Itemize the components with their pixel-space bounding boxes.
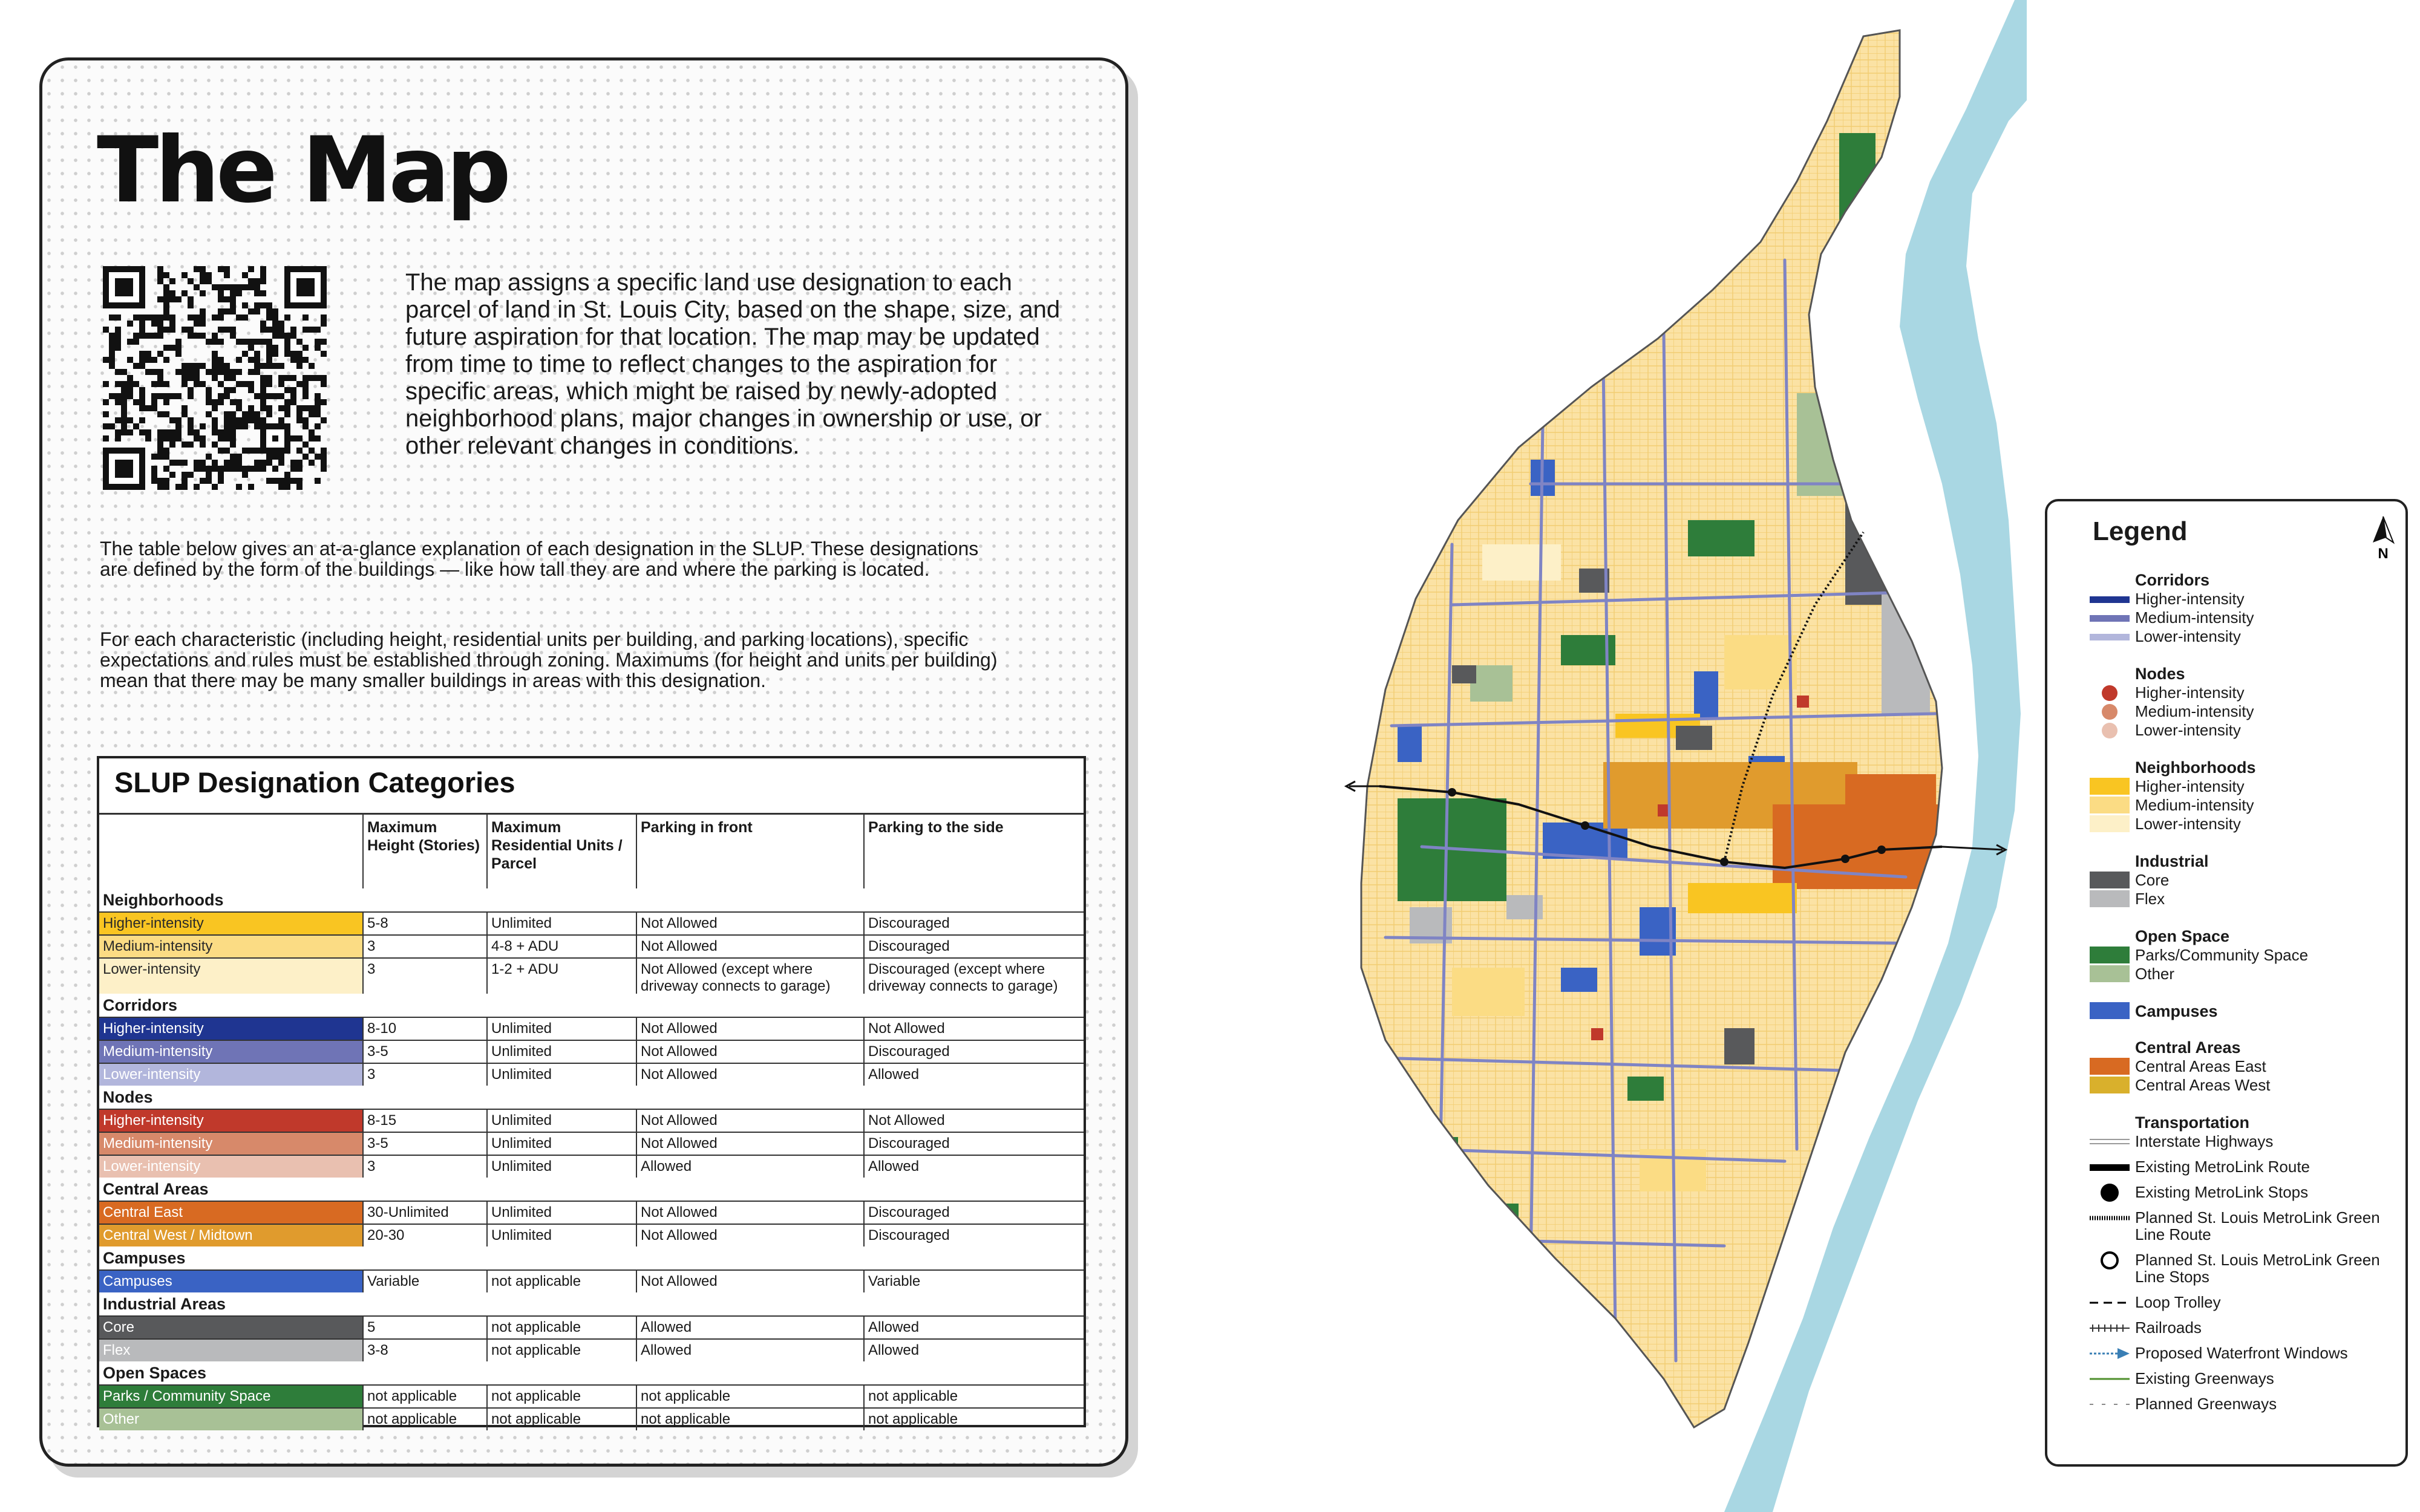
max-height-cell: 3-5: [362, 1133, 486, 1155]
legend-item-label: Railroads: [2135, 1318, 2202, 1337]
legend-swatch-box: [2090, 797, 2130, 815]
max-units-cell: Unlimited: [486, 913, 636, 934]
max-height-cell: 5: [362, 1317, 486, 1338]
legend-group-central-areas: Central Areas: [2135, 1038, 2241, 1057]
header-parking-side: Parking to the side: [863, 813, 1084, 888]
parking-side-cell: Discouraged: [863, 1041, 1084, 1063]
parking-side-cell: Not Allowed: [863, 1018, 1084, 1040]
legend-group-industrial: Industrial: [2135, 852, 2209, 870]
parking-front-cell: Not Allowed: [636, 1064, 863, 1086]
designation-swatch-label: Higher-intensity: [99, 1110, 362, 1132]
table-row: [99, 1132, 1084, 1155]
legend-item-label: Core: [2135, 871, 2170, 889]
parking-side-cell: Discouraged: [863, 913, 1084, 934]
max-height-cell: 5-8: [362, 913, 486, 934]
designation-swatch-label: Other: [99, 1409, 362, 1430]
legend-swatch-thinline: [2090, 1370, 2130, 1388]
legend-item-label: Flex: [2135, 890, 2165, 908]
table-section-corridors: Corridors: [103, 996, 178, 1014]
table-row: [99, 1201, 1084, 1224]
legend-item-label: Existing MetroLink Route: [2135, 1158, 2310, 1176]
legend-group-open-space: Open Space: [2135, 927, 2230, 945]
intro-paragraph: The map assigns a specific land use designation to each parcel of land in St. Louis City, based on the shape, size, and future aspiration for that location. The map may be updated from time to time to reflect changes to the aspiration for specific areas, which might be raised by newly-adopted neighborhood plans, major changes in ownership or use, or other relevant changes in conditions.: [405, 269, 1061, 459]
designation-swatch-label: Lower-intensity: [99, 1156, 362, 1178]
info-panel: [39, 57, 1128, 1467]
legend-item-label: Medium-intensity: [2135, 796, 2254, 814]
max-height-cell: Variable: [362, 1271, 486, 1292]
page-title: The Map: [97, 118, 508, 223]
legend-item-label: Planned Greenways: [2135, 1395, 2277, 1413]
legend-swatch-box: [2090, 965, 2130, 983]
parking-front-cell: Allowed: [636, 1340, 863, 1361]
legend-item-label: Central Areas East: [2135, 1057, 2266, 1075]
table-row: [99, 1338, 1084, 1361]
parking-front-cell: Not Allowed: [636, 1225, 863, 1246]
table-row: [99, 1384, 1084, 1407]
table-row: [99, 1407, 1084, 1430]
max-height-cell: 8-10: [362, 1018, 486, 1040]
legend-swatch-line: [2090, 628, 2130, 646]
table-title: SLUP Designation Categories: [114, 766, 515, 798]
legend-group-corridors: Corridors: [2135, 571, 2210, 589]
parking-side-cell: Discouraged: [863, 936, 1084, 957]
table-row: [99, 934, 1084, 957]
designation-swatch-label: Medium-intensity: [99, 936, 362, 957]
table-row: [99, 1109, 1084, 1132]
legend-swatch-thindash: [2090, 1395, 2130, 1413]
designation-swatch-label: Central East: [99, 1202, 362, 1224]
legend-swatch-box: [2090, 890, 2130, 908]
parking-side-cell: Discouraged: [863, 1202, 1084, 1224]
north-label: N: [2378, 546, 2389, 562]
legend-swatch-box: [2090, 947, 2130, 965]
parking-front-cell: Not Allowed: [636, 1110, 863, 1132]
legend-item-label: Loop Trolley: [2135, 1293, 2221, 1311]
legend-swatch-rail: [2090, 1319, 2130, 1337]
table-row: [99, 1224, 1084, 1246]
max-units-cell: Unlimited: [486, 1156, 636, 1178]
parking-front-cell: Allowed: [636, 1156, 863, 1178]
parking-side-cell: Allowed: [863, 1340, 1084, 1361]
table-row: [99, 1040, 1084, 1063]
parking-side-cell: Allowed: [863, 1064, 1084, 1086]
parking-front-cell: Not Allowed: [636, 936, 863, 957]
legend-item-label: Medium-intensity: [2135, 608, 2254, 627]
parking-front-cell: Not Allowed: [636, 913, 863, 934]
legend-title: Legend: [2093, 516, 2188, 546]
max-height-cell: 3: [362, 1064, 486, 1086]
designation-swatch-label: Campuses: [99, 1271, 362, 1292]
table-description: The table below gives an at-a-glance explanation of each designation in the SLUP. These designations are defined by the form of the buildings — like how tall they are and where the parking is located.: [100, 538, 979, 580]
legend-item-label: Proposed Waterfront Windows: [2135, 1344, 2348, 1362]
legend-swatch-box: [2090, 815, 2130, 833]
legend-item-label: Central Areas West: [2135, 1076, 2271, 1094]
north-arrow-icon: [2368, 513, 2398, 562]
legend-item-label: Higher-intensity: [2135, 683, 2245, 702]
max-units-cell: Unlimited: [486, 1110, 636, 1132]
legend-item-label: Parks/Community Space: [2135, 946, 2309, 964]
legend-item-label: Existing MetroLink Stops: [2135, 1183, 2309, 1201]
max-units-cell: Unlimited: [486, 1133, 636, 1155]
parking-side-cell: Not Allowed: [863, 1110, 1084, 1132]
max-height-cell: 3-5: [362, 1041, 486, 1063]
parking-side-cell: Allowed: [863, 1156, 1084, 1178]
table-row: [99, 957, 1084, 994]
legend-item-label: Lower-intensity: [2135, 721, 2241, 739]
table-section-neighborhoods: Neighborhoods: [103, 891, 224, 909]
legend-group-neighborhoods: Neighborhoods: [2135, 758, 2256, 777]
legend-swatch-line: [2090, 609, 2130, 627]
legend-item-label: Interstate Highways: [2135, 1132, 2274, 1150]
parking-front-cell: Not Allowed: [636, 1202, 863, 1224]
parking-front-cell: Not Allowed: [636, 1041, 863, 1063]
legend-group-nodes: Nodes: [2135, 665, 2185, 683]
qr-code[interactable]: [103, 266, 327, 490]
table-row: [99, 1315, 1084, 1338]
table-section-central-areas: Central Areas: [103, 1180, 209, 1198]
max-height-cell: 3-8: [362, 1340, 486, 1361]
legend-swatch-box: [2090, 1002, 2130, 1020]
legend-item-label: Other: [2135, 965, 2175, 983]
max-height-cell: 20-30: [362, 1225, 486, 1246]
table-section-open-spaces: Open Spaces: [103, 1364, 207, 1382]
header-empty: [99, 813, 362, 888]
max-units-cell: not applicable: [486, 1317, 636, 1338]
designation-swatch-label: Higher-intensity: [99, 913, 362, 934]
parking-front-cell: not applicable: [636, 1409, 863, 1430]
legend-item-label: Lower-intensity: [2135, 815, 2241, 833]
header-max-units: Maximum Residential Units / Parcel: [486, 813, 636, 888]
header-parking-front: Parking in front: [636, 813, 863, 888]
header-max-height: Maximum Height (Stories): [362, 813, 486, 888]
max-units-cell: not applicable: [486, 1271, 636, 1292]
table-row: [99, 1269, 1084, 1292]
legend-swatch-bigdot: [2090, 1184, 2130, 1202]
designation-swatch-label: Lower-intensity: [99, 1064, 362, 1086]
legend-item-label: Existing Greenways: [2135, 1369, 2274, 1387]
zoning-description: For each characteristic (including height, residential units per building, and parking locations), specific expectations and rules must be established through zoning. Maximums (for height and units per building) mean that there may be many smaller buildings in areas with this designation.: [100, 628, 998, 691]
max-height-cell: 3: [362, 959, 486, 994]
max-units-cell: Unlimited: [486, 1018, 636, 1040]
max-units-cell: Unlimited: [486, 1225, 636, 1246]
max-height-cell: 30-Unlimited: [362, 1202, 486, 1224]
slup-designation-table: [97, 756, 1086, 1427]
parking-front-cell: not applicable: [636, 1386, 863, 1407]
designation-swatch-label: Lower-intensity: [99, 959, 362, 994]
parking-front-cell: Not Allowed: [636, 1133, 863, 1155]
table-row: [99, 1063, 1084, 1086]
max-units-cell: Unlimited: [486, 1202, 636, 1224]
legend-item-label: Planned St. Louis MetroLink Green Line Stops: [2135, 1251, 2380, 1286]
max-units-cell: not applicable: [486, 1386, 636, 1407]
parking-side-cell: Discouraged: [863, 1225, 1084, 1246]
legend-swatch-dotted: [2090, 1209, 2130, 1227]
designation-swatch-label: Central West / Midtown: [99, 1225, 362, 1246]
max-units-cell: Unlimited: [486, 1064, 636, 1086]
legend-swatch-box: [2090, 778, 2130, 796]
land-use-map[interactable]: [1301, 0, 2027, 1512]
parking-front-cell: Not Allowed (except where driveway connects to garage): [636, 959, 863, 994]
max-units-cell: 4-8 + ADU: [486, 936, 636, 957]
table-section-industrial-areas: Industrial Areas: [103, 1295, 226, 1313]
legend-group-transportation: Transportation: [2135, 1113, 2250, 1132]
parking-side-cell: Variable: [863, 1271, 1084, 1292]
designation-swatch-label: Medium-intensity: [99, 1041, 362, 1063]
max-units-cell: not applicable: [486, 1340, 636, 1361]
parking-front-cell: Not Allowed: [636, 1271, 863, 1292]
max-height-cell: not applicable: [362, 1409, 486, 1430]
legend-swatch-box: [2090, 1058, 2130, 1076]
table-section-nodes: Nodes: [103, 1088, 153, 1106]
legend-swatch-ring: [2090, 1251, 2130, 1269]
table-row: [99, 1017, 1084, 1040]
parking-side-cell: Allowed: [863, 1317, 1084, 1338]
table-section-campuses: Campuses: [103, 1249, 186, 1267]
max-height-cell: 3: [362, 1156, 486, 1178]
legend-swatch-line: [2090, 590, 2130, 608]
legend-item-label: Higher-intensity: [2135, 777, 2245, 795]
max-height-cell: 8-15: [362, 1110, 486, 1132]
parking-front-cell: Not Allowed: [636, 1018, 863, 1040]
legend-swatch-dashed: [2090, 1294, 2130, 1312]
table-row: [99, 911, 1084, 934]
parking-side-cell: Discouraged (except where driveway connects to garage): [863, 959, 1084, 994]
legend-swatch-dot: [2090, 703, 2130, 721]
max-height-cell: not applicable: [362, 1386, 486, 1407]
legend-swatch-dot: [2090, 684, 2130, 702]
legend-swatch-dot: [2090, 722, 2130, 740]
designation-swatch-label: Parks / Community Space: [99, 1386, 362, 1407]
legend-group-campuses: Campuses: [2135, 1002, 2218, 1020]
legend-swatch-line: [2090, 1158, 2130, 1176]
legend-item-label: Higher-intensity: [2135, 590, 2245, 608]
legend-item-label: Lower-intensity: [2135, 627, 2241, 645]
parking-side-cell: not applicable: [863, 1386, 1084, 1407]
legend-swatch-box: [2090, 872, 2130, 890]
designation-swatch-label: Core: [99, 1317, 362, 1338]
max-units-cell: 1-2 + ADU: [486, 959, 636, 994]
designation-swatch-label: Flex: [99, 1340, 362, 1361]
max-units-cell: Unlimited: [486, 1041, 636, 1063]
max-units-cell: not applicable: [486, 1409, 636, 1430]
map-legend: [2045, 499, 2408, 1467]
legend-swatch-box: [2090, 1077, 2130, 1095]
legend-swatch-arrow: [2090, 1344, 2130, 1363]
legend-swatch-highway: [2090, 1133, 2130, 1151]
legend-item-label: Medium-intensity: [2135, 702, 2254, 720]
max-height-cell: 3: [362, 936, 486, 957]
designation-swatch-label: Medium-intensity: [99, 1133, 362, 1155]
legend-item-label: Planned St. Louis MetroLink Green Line Route: [2135, 1208, 2380, 1243]
parking-side-cell: Discouraged: [863, 1133, 1084, 1155]
parking-side-cell: not applicable: [863, 1409, 1084, 1430]
designation-swatch-label: Higher-intensity: [99, 1018, 362, 1040]
parking-front-cell: Allowed: [636, 1317, 863, 1338]
table-row: [99, 1155, 1084, 1178]
